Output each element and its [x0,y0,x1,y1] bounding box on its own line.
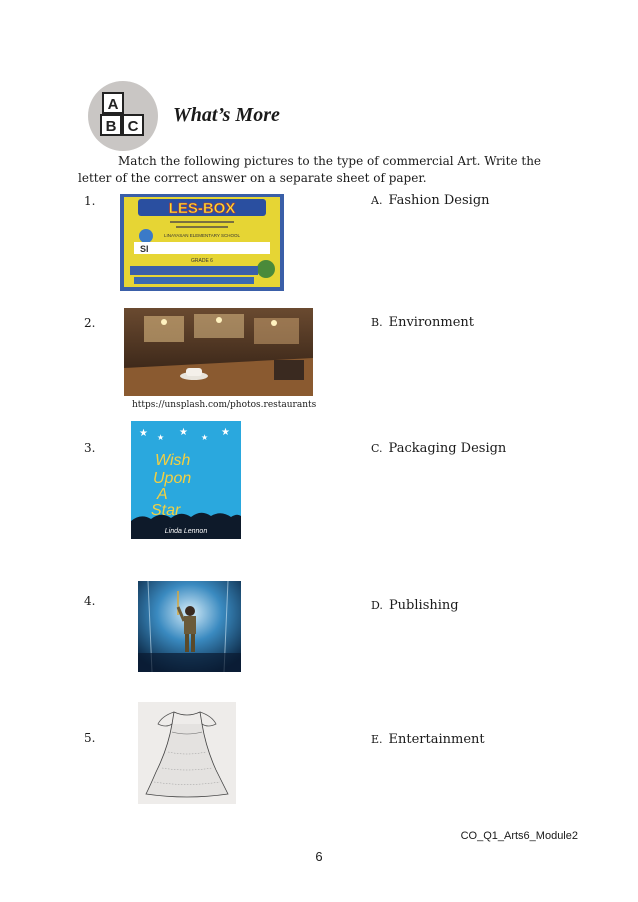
item-number-5: 5. [84,731,96,745]
choice-e-letter: E. [371,733,383,746]
page-title: What’s More [173,104,280,126]
svg-text:★: ★ [139,428,148,439]
box-label-grade: GRADE 6 [191,258,213,264]
svg-text:★: ★ [221,427,230,438]
choice-a-letter: A. [371,194,383,207]
choice-a-label: Fashion Design [388,193,490,208]
module-code: CO_Q1_Arts6_Module2 [460,830,578,842]
picture-restaurant [124,308,313,396]
book-title-line4: Star [151,502,181,519]
choice-d [371,598,459,613]
item-number-3: 3. [84,441,96,455]
picture-book-cover [131,421,241,539]
book-title-line1: Wish [155,452,191,469]
book-title-line3: A [157,486,168,503]
picture-movie-poster [138,581,241,672]
choice-e-label: Entertainment [388,732,485,747]
choice-e [371,732,485,747]
choice-c-letter: C. [371,442,383,455]
page-number: 6 [315,849,323,864]
svg-text:★: ★ [179,427,188,438]
abc-letter-b: B [105,118,117,135]
choice-c [371,441,506,456]
choice-d-label: Publishing [388,598,459,613]
choice-b [371,315,474,330]
svg-text:SI: SI [140,244,149,254]
book-title-line2: Upon [153,470,192,487]
item-number-1: 1. [84,194,96,208]
svg-text:★: ★ [157,433,165,442]
picture-school-box [120,194,284,291]
abc-letter-a: A [107,96,119,113]
choice-d-letter: D. [371,599,383,612]
item-number-2: 2. [84,316,96,330]
choice-b-label: Environment [388,315,474,330]
image-credit: https://unsplash.com/photos.restaurants [132,400,317,410]
abc-blocks-icon [87,80,159,152]
choice-c-label: Packaging Design [388,441,507,456]
box-label-title: LES-BOX [168,200,236,217]
svg-text:★: ★ [201,433,209,442]
item-number-4: 4. [84,594,96,608]
book-author: Linda Lennon [164,528,208,535]
choice-b-letter: B. [371,316,383,329]
choice-a [371,193,490,208]
instructions: Match the following pictures to the type of commercial Art. Write the letter of the correct answer on a separate sheet of paper. [78,154,542,185]
box-label-school: LINAYASAN ELEMENTARY SCHOOL [163,233,241,238]
picture-dress-sketch [138,702,236,804]
abc-letter-c: C [127,118,139,135]
